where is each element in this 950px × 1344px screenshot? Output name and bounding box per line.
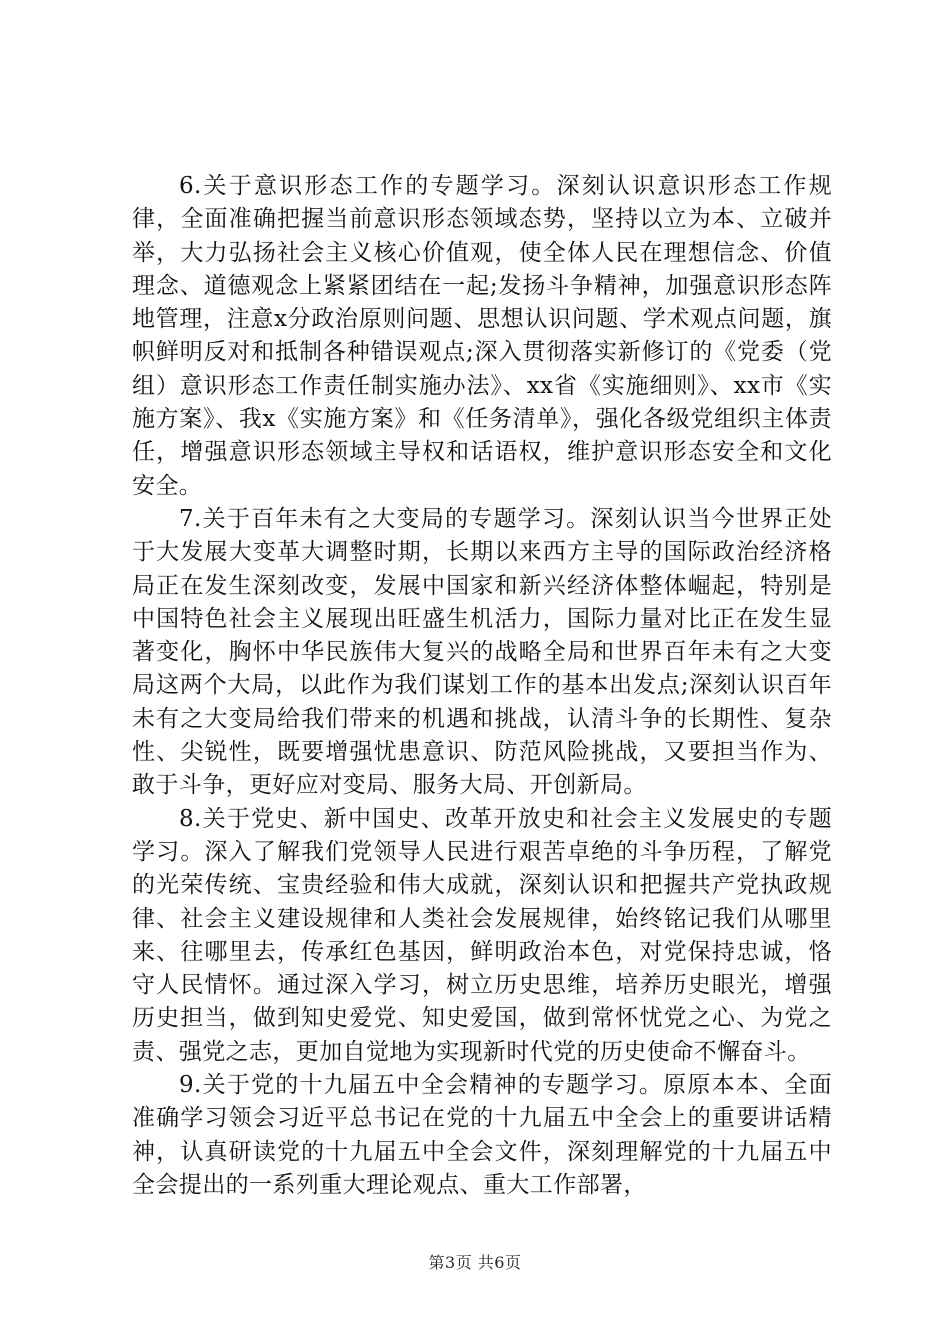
document-body (132, 170, 832, 1202)
page-number-footer: 第3页 共6页 (428, 1253, 522, 1272)
paragraph-6: 6.关于意识形态工作的专题学习。深刻认识意识形态工作规律，全面准确把握当前意识形态领域态势，坚持以立为本、立破并举，大力弘扬社会主义核心价值观，使全体人民在理想信念、价值理念、道德观念上紧紧团结在一起;发扬斗争精神，加强意识形态阵地管理，注意x分政治原则问题、思想认识问题、学术观点问题，旗帜鲜明反对和抵制各种错误观点;深入贯彻落实新修订的《党委（党组）意识形态工作责任制实施办法》、xx省《实施细则》、xx市《实施方案》、我x《实施方案》和《任务清单》，强化各级党组织主体责任，增强意识形态领域主导权和话语权，维护意识形态安全和文化安全。 (132, 173, 832, 499)
paragraph-8: 8.关于党史、新中国史、改革开放史和社会主义发展史的专题学习。深入了解我们党领导人民进行艰苦卓绝的斗争历程，了解党的光荣传统、宝贵经验和伟大成就，深刻认识和把握共产党执政规律、社会主义建设规律和人类社会发展规律，始终铭记我们从哪里来、往哪里去，传承红色基因，鲜明政治本色，对党保持忠诚，恪守人民情怀。通过深入学习，树立历史思维，培养历史眼光，增强历史担当，做到知史爱党、知史爱国，做到常怀忧党之心、为党之责、强党之志，更加自觉地为实现新时代党的历史使命不懈奋斗。 (132, 805, 832, 1065)
paragraph-7: 7.关于百年未有之大变局的专题学习。深刻认识当今世界正处于大发展大变革大调整时期，长期以来西方主导的国际政治经济格局正在发生深刻改变，发展中国家和新兴经济体整体崛起，特别是中国特色社会主义展现出旺盛生机活力，国际力量对比正在发生显著变化，胸怀中华民族伟大复兴的战略全局和世界百年未有之大变局这两个大局，以此作为我们谋划工作的基本出发点;深刻认识百年未有之大变局给我们带来的机遇和挑战，认清斗争的长期性、复杂性、尖锐性，既要增强忧患意识、防范风险挑战，又要担当作为、敢于斗争，更好应对变局、服务大局、开创新局。 (132, 505, 832, 799)
paragraph-9: 9.关于党的十九届五中全会精神的专题学习。原原本本、全面准确学习领会习近平总书记在党的十九届五中全会上的重要讲话精神，认真研读党的十九届五中全会文件，深刻理解党的十九届五中全会提出的一系列重大理论观点、重大工作部署， (132, 1072, 832, 1198)
